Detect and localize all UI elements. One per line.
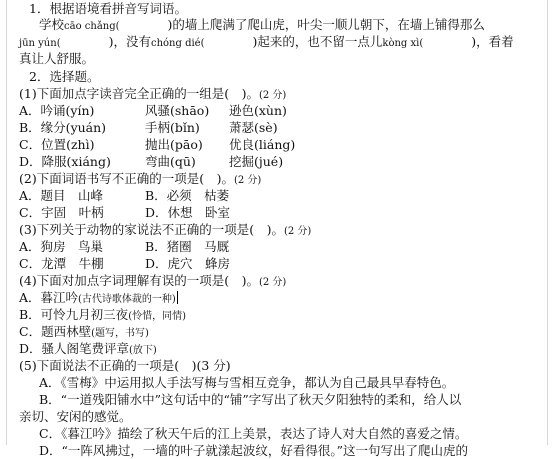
option-item: B．猪圈 马厩 — [145, 239, 230, 254]
q1-text: )起来的，也不留一点儿 — [252, 34, 383, 49]
option-item: D．降服(xiáng) — [19, 154, 111, 169]
q1-text: )，没有 — [108, 34, 151, 49]
option-item: 弯曲(qū) — [145, 154, 196, 169]
option-item: 逊色(xùn) — [229, 103, 287, 118]
score: (2 分) — [258, 90, 287, 101]
q1-text: )的墙上爬满了爬山虎，叶尖一顺儿朝下，在墙上铺得那么 — [167, 17, 485, 32]
option-item: D．骚人阁笔费评章 — [19, 341, 130, 356]
option-item: C．龙潭 牛棚 — [19, 256, 104, 271]
text-cursor — [177, 291, 178, 304]
option-item: B．缘分(yuán) — [19, 120, 107, 135]
stem-text: (1)下面加点字读音完全正确的一组是( )。 — [19, 86, 259, 101]
q2-5-option-a[interactable]: A．《雪梅》中运用拟人手法写梅与雪相互竞争，都认为自己最具早春特色。 — [39, 375, 455, 390]
pinyin-3: chóng dié( — [150, 38, 205, 49]
q2-2-options-cd[interactable] — [19, 204, 537, 221]
option-item: 挖掘(jué) — [229, 154, 284, 169]
q2-5-option-b[interactable]: B．“一道残阳铺水中”这句话中的“铺”字写出了秋天夕阳独特的柔和，给人以 — [39, 392, 462, 407]
option-item: B．可怜九月初三夜 — [19, 307, 129, 322]
option-item: A．吟诵(yín) — [19, 103, 95, 118]
option-item: B．必须 枯萎 — [145, 188, 230, 203]
stem-text: (2)下面词语书写不正确的一项是( )。 — [19, 171, 234, 186]
q2-3-options-cd[interactable] — [19, 255, 537, 272]
q2-1-option-c[interactable] — [19, 136, 537, 153]
q2-2-options-ab[interactable] — [19, 187, 537, 204]
score: (2 分) — [233, 175, 262, 186]
option-item: A．题目 山峰 — [19, 188, 104, 203]
option-item: C．题西林壁 — [19, 324, 92, 339]
pinyin-4: kòng xì( — [382, 38, 424, 49]
option-item: C．宇固 叶柄 — [19, 205, 104, 220]
option-item: C．位置(zhì) — [19, 137, 95, 152]
q2-1-option-d[interactable] — [19, 153, 537, 170]
option-note: (题写，书写) — [91, 328, 149, 339]
stem-text: (4)下面对加点字词理解有误的一项是( )。 — [19, 273, 259, 288]
option-item: 风骚(shāo) — [145, 103, 210, 118]
q2-5-option-d[interactable]: D．“一阵风拂过，一墙的叶子就漾起波纹，好看得很。”这一句写出了爬山虎的 — [39, 443, 469, 458]
q1-title: 1．根据语境看拼音写词语。 — [29, 1, 187, 16]
option-item: A．暮江吟 — [19, 290, 79, 305]
q2-title: 2．选择题。 — [29, 69, 100, 84]
option-item: 抛出(pāo) — [145, 137, 203, 152]
pinyin-1: cāo chǎng( — [64, 21, 120, 32]
option-item: 手柄(bǐn) — [145, 120, 200, 135]
option-item: 优良(liáng) — [229, 137, 296, 152]
q2-5-option-b-cont: 亲切、安闲的感觉。 — [19, 409, 132, 424]
q1-line3: 真让人舒服。 — [19, 51, 95, 66]
score: (2 分) — [258, 277, 287, 288]
q2-5-stem: (5)下面说法不正确的一项是( )(3 分) — [19, 358, 231, 373]
q2-1-option-a[interactable] — [19, 102, 537, 119]
option-item: A．狗房 鸟巢 — [19, 239, 104, 254]
option-item: 萧瑟(sè) — [229, 120, 278, 135]
option-note: (古代诗歌体裁的一种) — [78, 294, 176, 305]
option-item: D．虎穴 蜂房 — [145, 256, 231, 271]
score: (2 分) — [283, 226, 312, 237]
document-page — [6, 0, 548, 458]
q2-1-option-b[interactable] — [19, 119, 537, 136]
q1-text: )，看着 — [471, 34, 514, 49]
stem-text: (3)下列关于动物的家说法不正确的一项是( )。 — [19, 222, 284, 237]
option-note: (放下) — [129, 345, 157, 356]
q1-text: 学校 — [39, 17, 65, 32]
q2-5-option-c[interactable]: C．《暮江吟》描绘了秋天午后的江上美景，表达了诗人对大自然的喜爱之情。 — [39, 426, 468, 441]
option-note: (怜惜，同情) — [128, 311, 186, 322]
q2-3-options-ab[interactable] — [19, 238, 537, 255]
option-item: D．休想 卧室 — [145, 205, 231, 220]
pinyin-2: jūn yún( — [19, 38, 61, 49]
